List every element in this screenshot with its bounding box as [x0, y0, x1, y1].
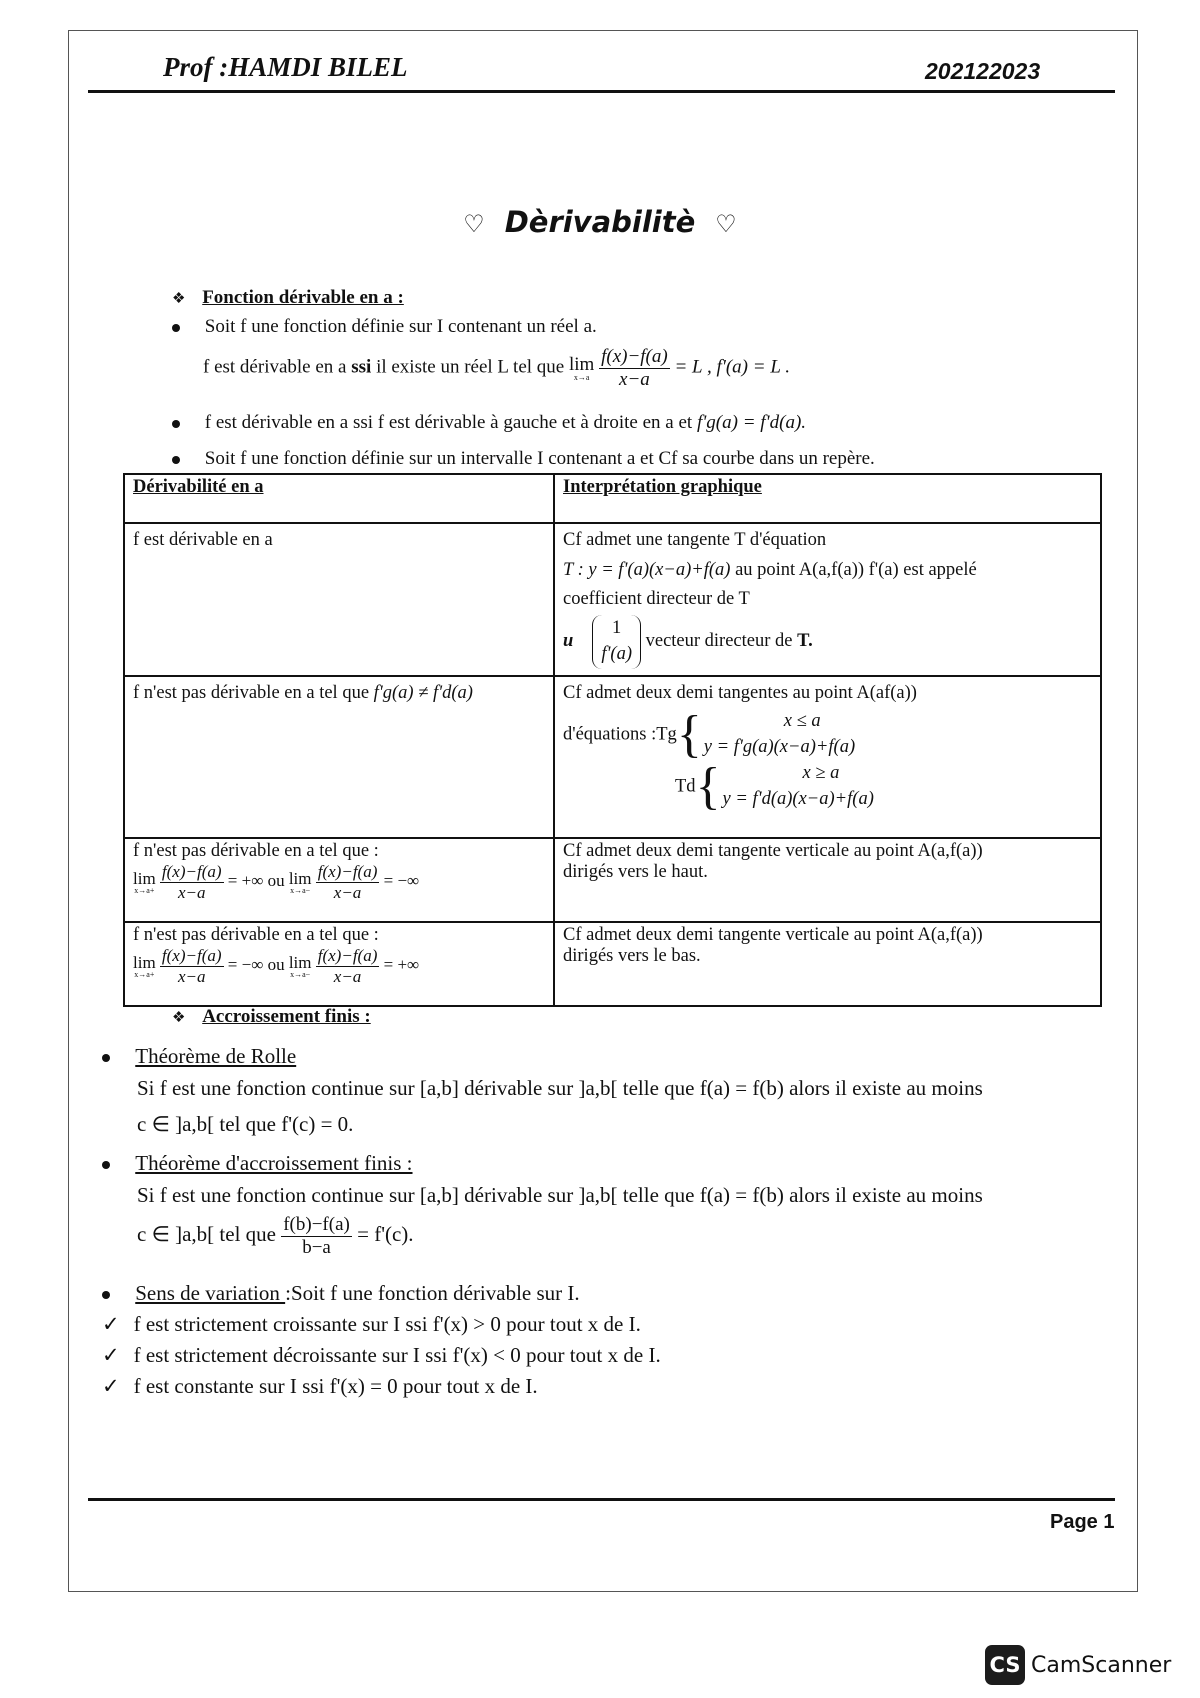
rolle-line2: c ∈ ]a,b[ tel que f'(c) = 0.	[137, 1112, 354, 1136]
bullet-icon	[172, 420, 180, 428]
header-year: 202122023	[925, 58, 1041, 84]
page-title	[0, 205, 1200, 239]
taf-fraction: $\frac{f(b)-f(a)}{b-a}$	[283, 1214, 350, 1258]
brace-icon: {	[695, 757, 721, 815]
page-number: Page 1	[1050, 1511, 1115, 1533]
section1-line4: Soit f une fonction définie sur un intervalle I contenant a et Cf sa courbe dans un repère.	[172, 448, 875, 470]
bullet-icon	[102, 1291, 110, 1299]
taf-line1: Si f est une fonction continue sur [a,b] dérivable sur ]a,b[ telle que f(a) = f(b) alors il existe au moins	[137, 1183, 983, 1207]
table-row	[124, 523, 1101, 676]
table-header-cell: Dérivabilité en a	[124, 474, 554, 523]
section1-title: Fonction dérivable en a :	[202, 287, 404, 308]
footer-rule	[88, 1498, 1115, 1501]
camscanner-logo-icon: CS	[985, 1645, 1025, 1685]
section1-line1: Soit f une fonction définie sur I contenant un réel a.	[172, 316, 597, 338]
table-cell: Cf admet deux demi tangentes au point A(af(a)) d'équations :Tg{ x ≤ a y = f'g(a)(x−a)+f(a) Td{ x ≥ a y = f'd(a)(x−a)+f(a)	[554, 676, 1101, 838]
section1-line3: f est dérivable en a ssi f est dérivable à gauche et à droite en a et f'g(a) = f'd(a).	[172, 412, 806, 434]
title-text: Dèrivabilitè	[504, 205, 696, 239]
heart-icon-right: ♡	[715, 210, 737, 238]
header-author: Prof :HAMDI BILEL	[163, 52, 408, 82]
camscanner-text: CamScanner	[1031, 1652, 1172, 1678]
table-header-row	[124, 474, 1101, 523]
rolle-line1: Si f est une fonction continue sur [a,b] dérivable sur ]a,b[ telle que f(a) = f(b) alors il existe au moins	[137, 1076, 983, 1100]
table-header-cell: Interprétation graphique	[554, 474, 1101, 523]
heart-icon-left: ♡	[463, 210, 485, 238]
sens-item: ✓ f est strictement décroissante sur I ssi f'(x) < 0 pour tout x de I.	[102, 1343, 661, 1367]
diamond-bullet-icon: ❖	[172, 1010, 186, 1026]
check-icon: ✓	[102, 1374, 120, 1398]
sens-item: ✓ f est constante sur I ssi f'(x) = 0 pour tout x de I.	[102, 1374, 538, 1398]
bullet-icon	[102, 1161, 110, 1169]
table-row	[124, 922, 1101, 1006]
check-icon: ✓	[102, 1312, 120, 1336]
table-cell: f est dérivable en a	[124, 523, 554, 676]
section1-heading	[172, 287, 404, 309]
bullet-icon	[172, 324, 180, 332]
table-cell: f n'est pas dérivable en a tel que : lim x→a+ $\frac{f(x)-f(a)}{x-a}$ = +∞ ou lim x→a− $\frac{f(x)-f(a)}{x-a}$ = −∞	[124, 838, 554, 922]
table-row	[124, 838, 1101, 922]
section2-title: Accroissement finis :	[202, 1006, 371, 1027]
table-cell: f n'est pas dérivable en a tel que : lim x→a+ $\frac{f(x)-f(a)}{x-a}$ = −∞ ou lim x→a− $\frac{f(x)-f(a)}{x-a}$ = +∞	[124, 922, 554, 1006]
check-icon: ✓	[102, 1343, 120, 1367]
camscanner-watermark	[985, 1645, 1171, 1685]
bullet-icon	[172, 456, 180, 464]
table-cell: f n'est pas dérivable en a tel que f'g(a) ≠ f'd(a)	[124, 676, 554, 838]
vector-u: u⃗	[563, 630, 588, 651]
difference-quotient: $\frac{f(x)-f(a)}{x-a}$	[601, 346, 668, 390]
sens-item: ✓ f est strictement croissante sur I ssi f'(x) > 0 pour tout x de I.	[102, 1312, 641, 1336]
taf-line2: c ∈ ]a,b[ tel que $\frac{f(b)-f(a)}{b-a}$ = f'(c).	[137, 1214, 414, 1258]
section2-heading	[172, 1006, 371, 1028]
header-rule	[88, 90, 1115, 93]
limit-symbol: lim x→a	[569, 353, 595, 382]
table-cell: Cf admet deux demi tangente verticale au point A(a,f(a)) dirigés vers le haut.	[554, 838, 1101, 922]
table-cell: Cf admet une tangente T d'équation T : y = f'(a)(x−a)+f(a) au point A(a,f(a)) f'(a) est appelé coefficient directeur de T u⃗ 1 f'(a) vecteur directeur de T.	[554, 523, 1101, 676]
section1-definition: f est dérivable en a ssi il existe un réel L tel que lim x→a $\frac{f(x)-f(a)}{x-a}$ = L , f'(a) = L .	[203, 346, 791, 390]
table-cell: Cf admet deux demi tangente verticale au point A(a,f(a)) dirigés vers le bas.	[554, 922, 1101, 1006]
sens-heading: Sens de variation :Soit f une fonction dérivable sur I.	[102, 1281, 580, 1306]
table-row	[124, 676, 1101, 838]
direction-vector: 1 f'(a)	[592, 615, 641, 669]
rolle-heading: Théorème de Rolle	[102, 1044, 296, 1069]
diamond-bullet-icon: ❖	[172, 291, 186, 307]
brace-icon: {	[676, 705, 702, 763]
taf-heading: Théorème d'accroissement finis :	[102, 1151, 413, 1176]
derivability-table	[123, 473, 1102, 1007]
bullet-icon	[102, 1054, 110, 1062]
